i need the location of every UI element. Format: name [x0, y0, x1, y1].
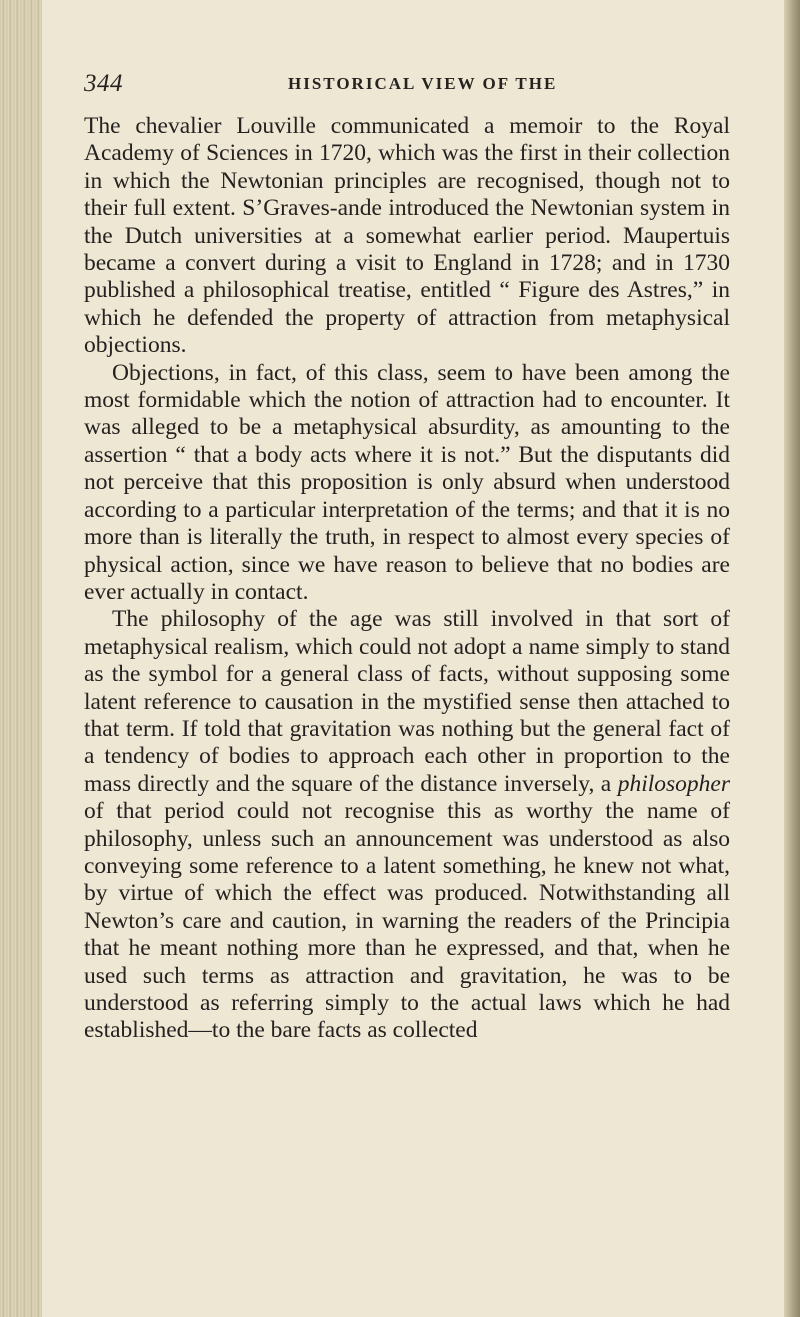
paragraph-3-part-1: The philosophy of the age was still involved in that sort of metaphysical realism, which could not adopt a name simply to stand as the symbol for a general class of facts, without supposing some latent reference to causation in the mystified sense then attached to that term. If told that gravitation was nothing but the general fact of a tendency of bodies to approach each other in proportion to the mass directly and the square of the distance inversely, a: [84, 606, 730, 797]
paragraph-3-part-2: of that period could not recognise this as worthy the name of philosophy, unless such an announcement was understood as also conveying some reference to a latent something, he knew not what, by virtue of which the effect was produced. Notwithstanding all Newton’s care and caution, in warning the readers of the Principia that he meant nothing more than he expressed, and that, when he used such terms as attraction and gravitation, he was to be understood as referring simply to the actual laws which he had established—to the bare facts as collected: [84, 798, 730, 1044]
emphasized-word: philosopher: [617, 770, 730, 797]
page-gutter-edge: [0, 0, 42, 1317]
page-outer-edge: [784, 0, 800, 1317]
running-head: HISTORICAL VIEW OF THE: [288, 74, 558, 93]
page-header: [84, 70, 724, 104]
body-text: [84, 113, 730, 1045]
paragraph-1: The chevalier Louville communicated a memoir to the Royal Academy of Sciences in 1720, which was the first in their collection in which the Newtonian principles are recognised, though not to their full extent. S’Graves-ande introduced the Newtonian system in the Dutch universities at a somewhat earlier period. Maupertuis became a convert during a visit to England in 1728; and in 1730 published a philosophical treatise, entitled “ Figure des Astres,” in which he defended the property of attraction from metaphysical objections.: [84, 113, 730, 359]
page-number: 344: [84, 70, 123, 97]
paragraph-2: Objections, in fact, of this class, seem to have been among the most formidable which the notion of attraction had to encounter. It was alleged to be a metaphysical absurdity, as amounting to the assertion “ that a body acts where it is not.” But the disputants did not perceive that this proposition is only absurd when understood according to a particular interpretation of the terms; and that it is no more than is literally the truth, in respect to almost every species of physical action, since we have reason to believe that no bodies are ever actually in contact.: [84, 359, 730, 605]
paragraph-3: [84, 606, 730, 1045]
